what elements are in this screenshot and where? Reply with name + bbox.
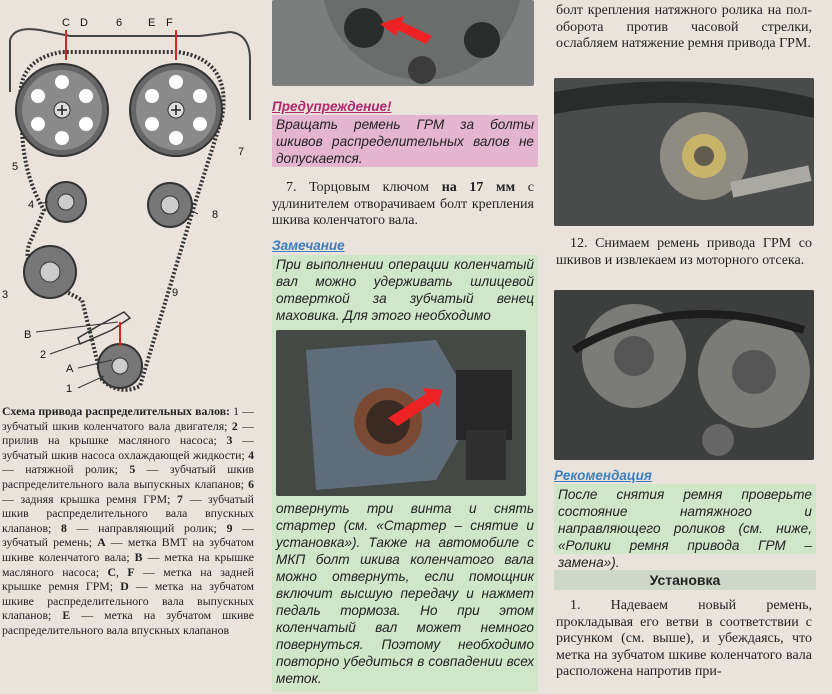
photo-tensioner — [554, 78, 814, 226]
timing-belt-diagram — [0, 0, 258, 402]
label-4: 4 — [28, 199, 35, 211]
label-C: C — [62, 17, 70, 29]
caption-title: Схема привода распределительных валов: — [2, 404, 230, 418]
note-title: Замечание — [272, 238, 345, 253]
diagram-caption — [2, 404, 254, 638]
label-3: 3 — [2, 289, 9, 301]
middle-column — [268, 0, 540, 694]
right-top-text: болт крепления натяжного ролика на пол-оборота против часовой стрелки, ослабляем натяжение ремня привода ГРМ. — [556, 3, 812, 51]
left-column — [0, 0, 258, 694]
warning-text: Вращать ремень ГРМ за болты шкивов распределительных валов не допускается. — [276, 117, 534, 166]
intake-cam-pulley — [130, 64, 222, 156]
label-6: 6 — [116, 17, 123, 29]
label-1: 1 — [66, 383, 73, 395]
photo-pulleys — [554, 290, 814, 460]
photo-flywheel — [276, 330, 526, 496]
rec-title: Рекомендация — [554, 468, 652, 483]
exhaust-cam-pulley — [16, 64, 108, 156]
warning-title: Предупреждение! — [272, 99, 392, 114]
label-E: E — [148, 17, 156, 29]
photo-cam-pulley — [272, 0, 534, 86]
section-install: Установка — [554, 570, 816, 590]
rec-text: После снятия ремня проверьте состояние натяжного и направляющего роликов (см. ниже, «Ролики ремня привода ГРМ – замена»). — [558, 487, 812, 570]
step-7-text: 7. Торцовым ключом на 17 мм с удлинителем отворачиваем болт крепления шкива коленчатого вала. — [272, 180, 535, 228]
install-text: 1. Надеваем новый ремень, прокладывая его ветви в соответствии с рисунком (см. выше), и убеждаясь, что метка на зубчатом шкиве коленчатого вала расположена напротив при- — [556, 598, 812, 679]
label-D: D — [80, 17, 88, 29]
label-F: F — [166, 17, 173, 29]
label-5: 5 — [12, 161, 19, 173]
note-text-top: При выполнении операции коленчатый вал можно удерживать шлицевой отверткой за зубчатый венец маховика. Для этого необходимо — [276, 257, 534, 323]
label-8: 8 — [212, 209, 219, 221]
label-7: 7 — [238, 146, 245, 158]
step-12-text: 12. Снимаем ремень привода ГРМ со шкивов и извлекаем из моторного отсека. — [556, 236, 812, 268]
label-A: A — [66, 363, 74, 375]
note-text-bottom: отвернуть три винта и снять стартер (см. «Стартер – снятие и установка»). Также на автомобиле с МКП болт шкива коленчатого вала можно отвернуть, если помощник включит высшую передачу и нажмет педаль тормоза. Но при этом коленчатый вал может немного повернуться. Поэтому необходимо повторно убедиться в совпадении всех меток. — [276, 501, 534, 686]
label-2: 2 — [40, 349, 47, 361]
caption-body: 1 — зубчатый шкив коленчатого вала двигателя; 2 — прилив на крышке масляного насоса; 3 — зубчатый шкив насоса охлаждающей жидкости; 4 — натяжной ролик; 5 — зубчатый шкив распределительного вала выпускных клапанов; 6 — задняя крышка ремня ГРМ; 7 — зубчатый шкив распределительного вала впускных клапанов; 8 — направляющий ролик; 9 — зубчатый ремень; A — метка ВМТ на зубчатом шкиве коленчатого вала; B — метка на крышке масляного насоса; C, F — метка на задней крышке ремня ГРМ; D — метка на зубчатом шкиве распределительного вала выпускных клапанов; E — метка на зубчатом шкиве распределительного вала впускных клапанов — [2, 404, 255, 637]
label-9: 9 — [172, 287, 179, 299]
label-B: B — [24, 329, 32, 341]
right-column — [552, 0, 832, 694]
